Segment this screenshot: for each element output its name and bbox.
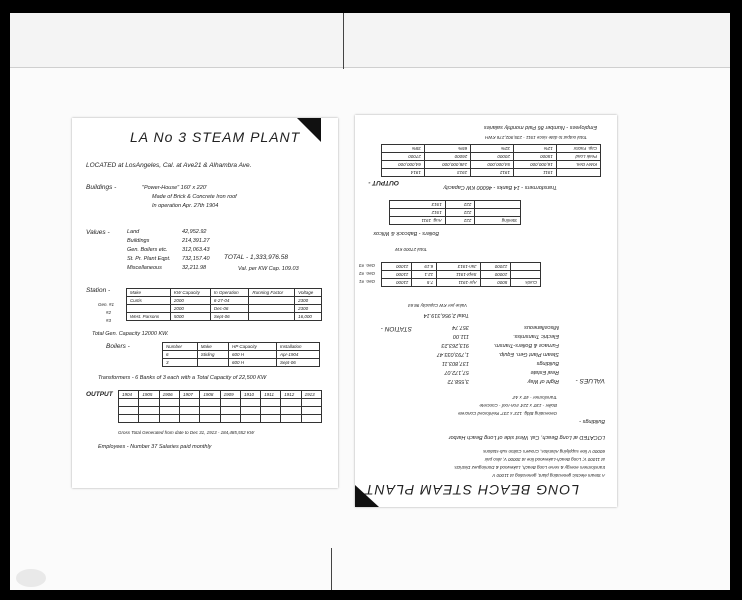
table-cell: 12.1 xyxy=(412,271,437,279)
table-cell: Cap. Factor xyxy=(556,145,600,153)
table-cell: 7.5 xyxy=(412,279,437,287)
table-row xyxy=(127,305,322,313)
value-amount: 1,793,033.47 xyxy=(436,351,469,357)
output-label: OUTPUT xyxy=(86,391,113,398)
value-label: Electric Transmiss. xyxy=(512,333,559,339)
top-strip xyxy=(10,13,730,68)
table-cell: Stirling xyxy=(197,351,228,359)
table-cell: 12000 xyxy=(480,263,511,271)
gross-total: Total output to date since 1911 - 235,902,276 KWH xyxy=(485,135,587,140)
table-header: Make xyxy=(127,289,171,297)
value-label: Land xyxy=(127,229,140,235)
table-row xyxy=(119,415,322,423)
table-cell xyxy=(249,297,295,305)
generator-label: Gen. #2 xyxy=(358,271,375,276)
table-row xyxy=(127,313,322,321)
gross-total: Gross Total Generated from date to Dec 31, 1913 - 184,485,552 KW xyxy=(118,430,255,435)
table-cell: 3 xyxy=(163,359,198,367)
buildings-label: Buildings - xyxy=(86,184,117,191)
intro-line: at 11000 V; Long Beach-Lakewood line at 30000 V, also pair xyxy=(484,457,605,462)
table-header: Running Factor xyxy=(249,289,295,297)
station-label: Station - xyxy=(86,287,111,294)
table-header xyxy=(556,169,600,177)
table-row xyxy=(390,209,521,217)
table-cell: 2000 xyxy=(170,305,210,313)
table-row xyxy=(382,153,601,161)
table-cell xyxy=(249,305,295,313)
table-row xyxy=(163,351,320,359)
table-cell: Sept-06 xyxy=(276,359,319,367)
table-header: Number xyxy=(163,343,198,351)
table-cell: 32% xyxy=(471,145,514,153)
table-cell: Curtis xyxy=(127,297,171,305)
table-cell: 6 xyxy=(163,351,198,359)
value-label: Buildings xyxy=(127,238,150,244)
table-cell: 11000 xyxy=(382,279,412,287)
value-label: Miscellaneous xyxy=(524,324,559,330)
value-per-kw: Value per KW Capacity 98.64 xyxy=(408,303,467,308)
table-header: Make xyxy=(197,343,228,351)
year-header: 1909 xyxy=(220,391,240,399)
value-label: Furnace & Boilers-Transm. xyxy=(493,342,559,348)
table-cell: 2300 xyxy=(295,305,322,313)
table-cell: 64,000,000 xyxy=(382,161,425,169)
table-cell xyxy=(127,305,171,313)
intro-line: A Steam electric generating plant, generating at 11000 V xyxy=(492,473,605,478)
values-label: Values - xyxy=(86,229,110,236)
la-no3-document xyxy=(72,118,338,488)
year-header: 1912 xyxy=(471,169,514,177)
table-row xyxy=(382,161,601,169)
table-row xyxy=(390,217,521,225)
table-cell: Sterling xyxy=(475,217,521,225)
table-row xyxy=(119,399,322,407)
generator-label: #2 xyxy=(106,310,112,315)
table-cell: 35% xyxy=(382,145,425,153)
punch-hole xyxy=(16,569,46,587)
value-label: Buildings xyxy=(536,360,559,366)
table-cell: 27000 xyxy=(382,153,425,161)
year-header: 1911 xyxy=(514,169,557,177)
table-cell: Peak Load xyxy=(556,153,600,161)
year-header: 1906 xyxy=(159,391,179,399)
value-label: Steam Plant Gen. Equip. xyxy=(498,351,559,357)
table-cell: 6.19 xyxy=(412,263,437,271)
transformers-text: Transformers - 14 Banks - 46000 KW Capacity xyxy=(443,184,557,190)
value-label: St. Pr. Plant Eqpt. xyxy=(127,256,171,262)
employees-text: Employees - Number 86 Paid monthly salaries xyxy=(483,124,597,130)
total-capacity: Total Gen. Capacity 12000 KW. xyxy=(92,331,169,337)
table-cell: 16,000,000 xyxy=(514,161,557,169)
table-cell: 11000 xyxy=(382,263,412,271)
value-amount: 42,952.92 xyxy=(182,229,207,235)
page-title: LONG BEACH STEAM PLANT xyxy=(364,482,579,498)
values-total: TOTAL - 1,333,976.58 xyxy=(224,254,288,261)
table-cell: West. Parsons xyxy=(127,313,171,321)
table-cell: 10000 xyxy=(480,271,511,279)
table-cell: 222 xyxy=(445,201,475,209)
photo-frame xyxy=(10,13,730,590)
table-cell: 222 xyxy=(445,217,475,225)
table-header: KW Capacity xyxy=(170,289,210,297)
table-cell xyxy=(249,313,295,321)
buildings-line: "Power-House" 160' x 220' xyxy=(142,185,207,191)
long-beach-document xyxy=(355,115,617,507)
value-per-kw: Val. per KW Cap. 109.03 xyxy=(238,266,299,272)
corner-mark xyxy=(355,485,379,507)
value-amount: 57,172.07 xyxy=(444,369,469,375)
year-header: 1912 xyxy=(281,391,301,399)
table-row xyxy=(382,271,541,279)
table-cell: 20000 xyxy=(471,153,514,161)
fold-line-bottom xyxy=(331,548,332,590)
value-amount: 732,157.40 xyxy=(182,256,210,262)
location-text: LOCATED at LosAngeles, Cal. at Ave21 & Alhambra Ave. xyxy=(86,162,252,169)
value-amount: 137,803.11 xyxy=(441,360,469,366)
intro-line: transformers energy & serve Long Beach, Lakewood & Dominguez Districts xyxy=(454,465,605,470)
intro-line: 60000 V line supplying Alamitos, Crowe's Colton sub-stations xyxy=(482,449,605,454)
station-label: STATION - xyxy=(380,325,412,332)
output-label: OUTPUT - xyxy=(368,179,399,186)
table-cell xyxy=(475,209,521,217)
table-header: Installation xyxy=(276,343,319,351)
transformers-text: Transformers - 6 Banks of 3 each with a Total Capacity of 22,500 KW xyxy=(98,375,267,381)
table-cell: 6-27-04 xyxy=(210,297,249,305)
buildings-line: Transformer - 40' x 44' xyxy=(512,395,557,400)
table-cell: 16,000 xyxy=(295,313,322,321)
value-amount: 3,558.72 xyxy=(447,378,469,384)
year-header: 1907 xyxy=(179,391,199,399)
value-amount: 357.74 xyxy=(452,324,469,330)
table-cell: 65% xyxy=(424,145,470,153)
table-cell: Curtis xyxy=(511,279,541,287)
year-header: 1905 xyxy=(139,391,159,399)
table-cell: Aug. 1911 xyxy=(390,217,446,225)
value-label: Gen. Boilers etc. xyxy=(127,247,168,253)
table-cell: Apr-1904 xyxy=(276,351,319,359)
table-header: Voltage xyxy=(295,289,322,297)
year-header: 1908 xyxy=(200,391,220,399)
table-row xyxy=(163,359,320,367)
table-cell: 600 H xyxy=(228,359,276,367)
table-cell: 2000 xyxy=(170,297,210,305)
value-label: Right of Way xyxy=(527,378,559,384)
buildings-line: Made of Brick & Concrete Iron roof xyxy=(152,194,237,200)
value-amount: 32,211.98 xyxy=(182,265,207,271)
table-cell: KWH Gen. xyxy=(556,161,600,169)
values-total: Total 2,956,319.14 xyxy=(423,312,469,318)
generator-label: Gen. #1 xyxy=(98,302,115,307)
table-cell: Dec-06 xyxy=(210,305,249,313)
table-cell: 15000 xyxy=(514,153,557,161)
table-cell xyxy=(511,263,541,271)
table-cell: 12% xyxy=(514,145,557,153)
value-label: Real Estate xyxy=(530,369,559,375)
boilers-table xyxy=(389,200,521,225)
table-cell: 5000 xyxy=(480,279,511,287)
year-header: 1904 xyxy=(119,391,139,399)
table-cell xyxy=(511,271,541,279)
employees-text: Employees - Number 37 Salaries paid monthly xyxy=(98,444,212,450)
output-table xyxy=(118,390,322,423)
table-cell: 11000 xyxy=(382,271,412,279)
table-row xyxy=(119,407,322,415)
value-label: Miscellaneous xyxy=(127,265,162,271)
table-cell: 2300 xyxy=(295,297,322,305)
table-row xyxy=(127,297,322,305)
table-header: In Operation xyxy=(210,289,249,297)
buildings-line: In operation Apr. 27th 1904 xyxy=(152,203,219,209)
year-header: 1914 xyxy=(382,169,425,177)
table-cell: 1912 xyxy=(390,209,446,217)
table-cell: Sept-06 xyxy=(210,313,249,321)
boilers-label: Boilers - xyxy=(106,343,130,350)
value-amount: 111.00 xyxy=(452,333,469,339)
generator-label: Gen. #3 xyxy=(358,263,375,268)
generator-label: Gen. #1 xyxy=(358,279,375,284)
table-row xyxy=(382,279,541,287)
boilers-table xyxy=(162,342,320,367)
year-header: 1913 xyxy=(424,169,470,177)
total-capacity: Total 27000 KW xyxy=(395,247,427,252)
station-table xyxy=(126,288,322,321)
station-table xyxy=(381,262,541,287)
table-cell: Sept-1911 xyxy=(437,271,480,279)
table-cell xyxy=(475,201,521,209)
year-header: 1911 xyxy=(261,391,281,399)
location-text: LOCATED at Long Beach, Cal. West side of Long Beach Harbor xyxy=(448,434,605,440)
buildings-line: Boiler - 130' x 224' Iron-roof - Concrete xyxy=(479,403,557,408)
values-label: VALUES - xyxy=(575,377,605,384)
table-cell: Apr-1911 xyxy=(437,279,480,287)
table-cell: 26000 xyxy=(424,153,470,161)
corner-mark xyxy=(297,118,321,142)
table-cell: 5000 xyxy=(170,313,210,321)
table-row xyxy=(390,201,521,209)
table-cell: Jan-1913 xyxy=(437,263,480,271)
table-row xyxy=(382,263,541,271)
output-table xyxy=(381,144,601,177)
table-cell: 222 xyxy=(445,209,475,217)
value-amount: 312,063.43 xyxy=(182,247,210,253)
year-header: 1910 xyxy=(240,391,260,399)
boilers-label: Boilers - Babcock & Wilcox xyxy=(373,230,439,236)
table-cell: 1913 xyxy=(390,201,446,209)
fold-line-top xyxy=(343,13,344,69)
table-cell: 600 H xyxy=(228,351,276,359)
value-amount: 214,391.27 xyxy=(182,238,210,244)
table-cell: 148,000,000 xyxy=(424,161,470,169)
buildings-label: Buildings - xyxy=(579,418,605,424)
year-header: 1913 xyxy=(301,391,321,399)
table-cell: 54,000,000 xyxy=(471,161,514,169)
table-row xyxy=(382,145,601,153)
page-title: LA No 3 STEAM PLANT xyxy=(130,129,301,145)
generator-label: #3 xyxy=(106,318,112,323)
table-header: HP Capacity xyxy=(228,343,276,351)
value-amount: 913,263.23 xyxy=(441,342,469,348)
table-cell xyxy=(197,359,228,367)
buildings-line: Generating Bldg. 123' x 237' Reinforced Concrete xyxy=(457,411,557,416)
